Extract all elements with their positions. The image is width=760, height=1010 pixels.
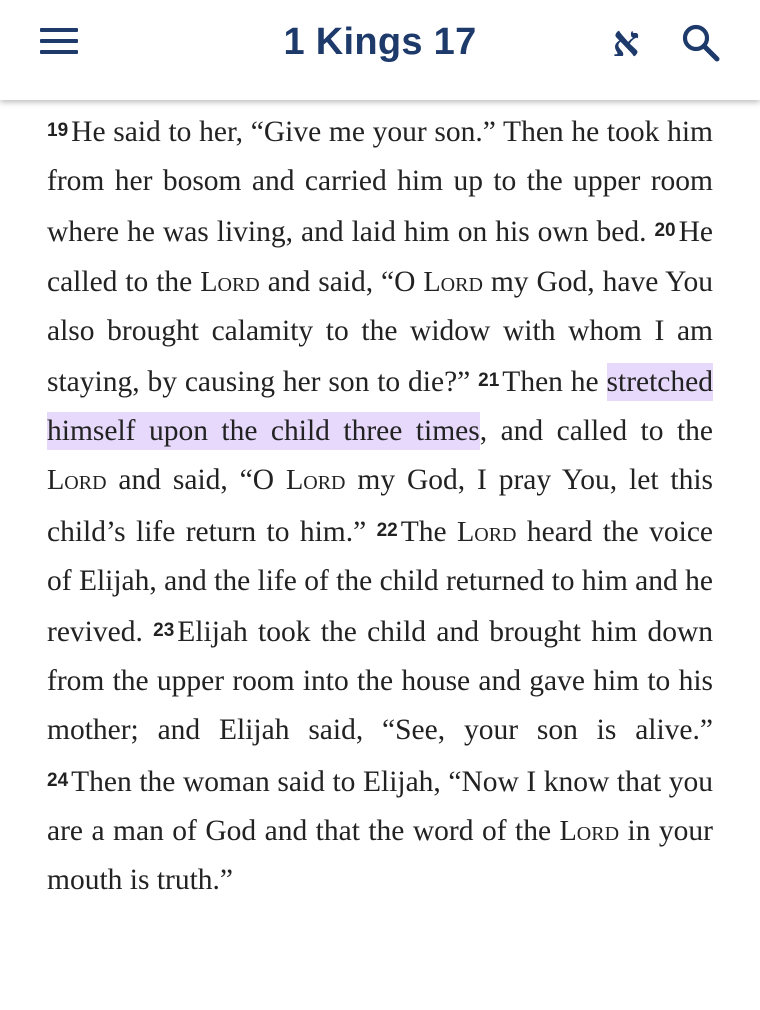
verse-number[interactable]: 21: [478, 370, 500, 392]
divine-name: Lord: [285, 465, 346, 497]
verse-text: The: [400, 515, 447, 548]
verse-24[interactable]: [47, 766, 713, 896]
verse-text: Then the woman said to Elijah, “Now I know that you are a man of God and that the word of the: [47, 765, 713, 847]
scripture-passage: [47, 106, 713, 905]
verse-text: my God, have You also brought calamity to the widow with whom I am staying, by causing her son to die?”: [47, 265, 713, 399]
verse-23[interactable]: [47, 616, 713, 746]
verse-text: in your mouth is truth.”: [47, 814, 714, 897]
app-bar: [0, 0, 760, 100]
verse-text: my God, I pray You, let this child’s life return to him.”: [47, 464, 714, 548]
verse-text: Elijah took the child and brought him down from the upper room into the house and gave him to his mother; and Elijah said, “See, your son is alive.”: [47, 616, 714, 747]
divine-name: Lord: [559, 815, 620, 847]
divine-name: Lord: [200, 266, 260, 298]
divine-name: Lord: [456, 516, 517, 548]
verse-text: , and called to the: [479, 415, 713, 448]
verse-number[interactable]: 22: [376, 519, 398, 541]
verse-number[interactable]: 23: [153, 620, 175, 642]
verse-text: Then he: [502, 366, 599, 399]
verse-text: He called to the: [47, 216, 714, 298]
verse-text: heard the voice of Elijah, and the life of the child returned to him and he revived.: [47, 515, 714, 649]
search-icon-glyph: [680, 22, 722, 64]
verse-19[interactable]: [47, 116, 713, 248]
search-icon[interactable]: [680, 22, 722, 64]
page-title[interactable]: 1 Kings 17: [283, 21, 477, 63]
highlighted-text[interactable]: stretched himself upon the child three times: [47, 366, 713, 448]
verse-text: and said, “O: [118, 464, 275, 497]
verse-number[interactable]: 19: [47, 120, 69, 141]
divine-name: Lord: [423, 266, 483, 298]
verse-number[interactable]: 24: [47, 769, 69, 791]
hebrew-language-icon[interactable]: א: [612, 17, 640, 66]
verse-text: He said to her, “Give me your son.” Then he took him from her bosom and carried him up to the upper room where he was living, and laid him on his own bed.: [47, 116, 713, 249]
verse-text: and said, “O: [267, 265, 416, 298]
verse-number[interactable]: 20: [654, 220, 676, 242]
divine-name: Lord: [47, 465, 107, 497]
